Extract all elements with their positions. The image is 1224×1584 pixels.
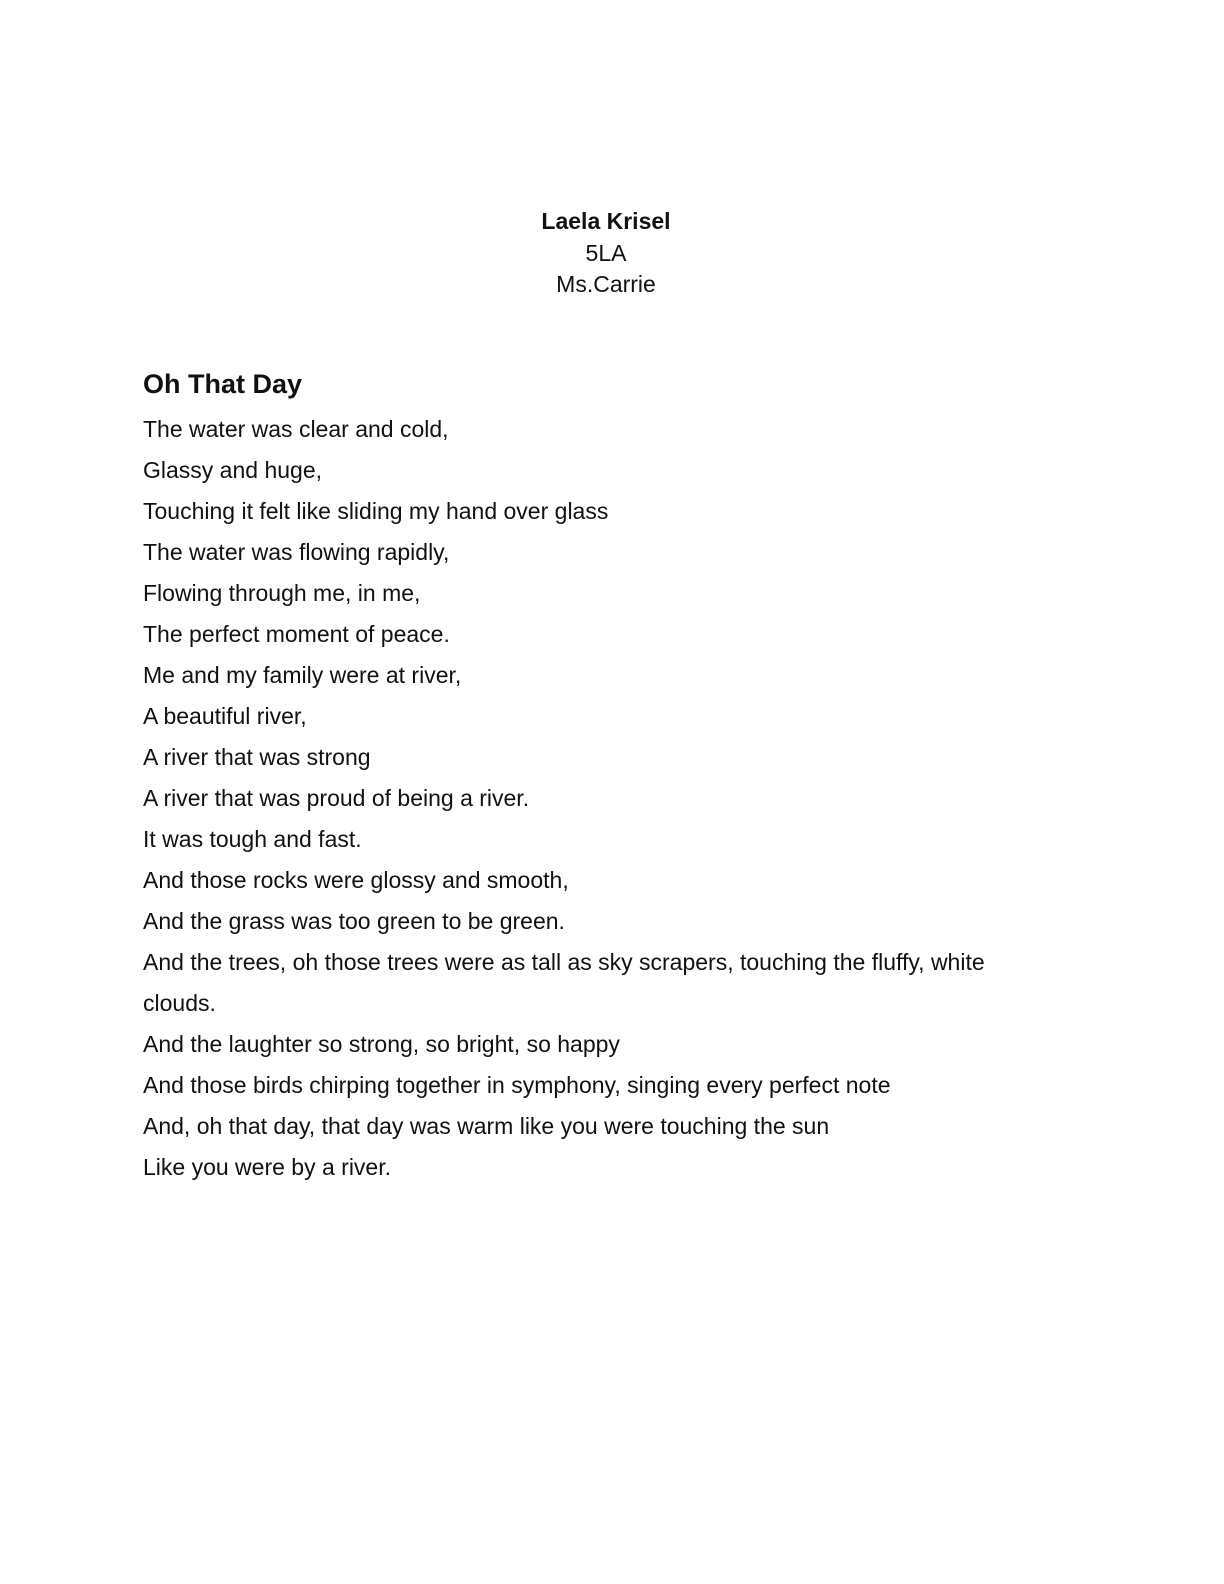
teacher-name: Ms.Carrie	[556, 271, 656, 297]
poem-line: Like you were by a river.	[143, 1154, 392, 1180]
poem-line: A river that was strong	[143, 744, 371, 770]
poem-line: The water was clear and cold,	[143, 416, 449, 442]
poem-line: And the grass was too green to be green.	[143, 908, 565, 934]
poem-body	[143, 409, 1043, 1188]
poem-line: And those birds chirping together in symphony, singing every perfect note	[143, 1072, 891, 1098]
class-name: 5LA	[585, 239, 627, 266]
poem-line: The perfect moment of peace.	[143, 621, 450, 647]
poem-line: A river that was proud of being a river.	[143, 785, 530, 811]
poem-line: And the trees, oh those trees were as tall as sky scrapers, touching the fluffy, white	[143, 949, 985, 975]
poem-line: Flowing through me, in me,	[143, 580, 421, 606]
author-name: Laela Krisel	[541, 208, 671, 234]
poem-line: And the laughter so strong, so bright, so happy	[143, 1031, 620, 1057]
poem-line: The water was flowing rapidly,	[143, 539, 450, 565]
poem-line: A beautiful river,	[143, 703, 307, 729]
poem-line: And those rocks were glossy and smooth,	[143, 867, 569, 893]
poem-line: It was tough and fast.	[143, 826, 362, 852]
poem-line: clouds.	[143, 990, 216, 1016]
poem-line: Touching it felt like sliding my hand over glass	[143, 498, 609, 524]
poem-line: Glassy and huge,	[143, 457, 323, 483]
poem-line: Me and my family were at river,	[143, 662, 462, 688]
poem-title: Oh That Day	[143, 369, 303, 399]
poem-line: And, oh that day, that day was warm like you were touching the sun	[143, 1113, 830, 1139]
header-block	[0, 206, 1212, 301]
